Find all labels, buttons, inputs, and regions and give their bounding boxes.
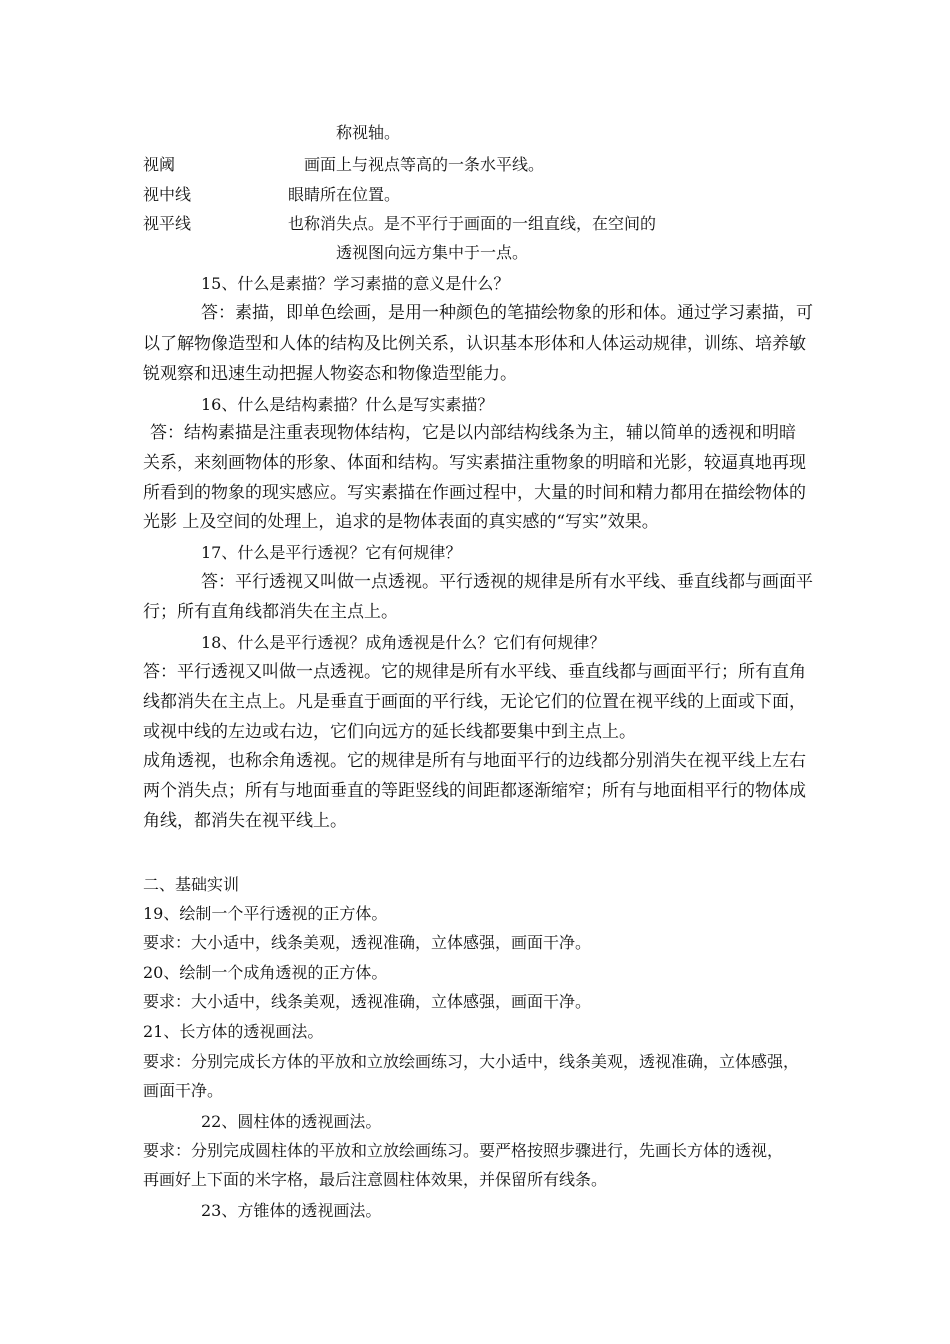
question-18: 18、什么是平行透视？成角透视是什么？它们有何规律？ xyxy=(201,633,606,652)
glossary-definition-3: 眼睛所在位置。 xyxy=(288,185,401,204)
task-21-requirement-line-1: 要求：分别完成长方体的平放和立放绘画练习，大小适中，线条美观，透视准确，立体感强， xyxy=(143,1052,800,1071)
task-23: 23、方锥体的透视画法。 xyxy=(201,1201,382,1220)
task-21-requirement-line-2: 画面干净。 xyxy=(143,1081,224,1100)
question-16: 16、什么是结构素描？什么是写实素描？ xyxy=(201,395,494,414)
question-15: 15、什么是素描？学习素描的意义是什么？ xyxy=(201,274,510,293)
glossary-definition-2: 画面上与视点等高的一条水平线。 xyxy=(304,155,545,174)
task-22: 22、圆柱体的透视画法。 xyxy=(201,1112,382,1131)
glossary-term-4: 视平线 xyxy=(143,214,192,233)
answer-18-line-1: 答：平行透视又叫做一点透视。它的规律是所有水平线、垂直线都与画面平行；所有直角 xyxy=(143,662,806,682)
task-22-requirement-line-1: 要求：分别完成圆柱体的平放和立放绘画练习。要严格按照步骤进行，先画长方体的透视， xyxy=(143,1141,784,1160)
glossary-term-3: 视中线 xyxy=(143,185,192,204)
task-20: 20、绘制一个成角透视的正方体。 xyxy=(143,963,388,982)
answer-16-line-2: 关系，来刻画物体的形象、体面和结构。写实素描注重物象的明暗和光影，较逼真地再现 xyxy=(143,453,806,473)
task-20-requirement: 要求：大小适中，线条美观，透视准确，立体感强，画面干净。 xyxy=(143,992,592,1011)
answer-18-line-5: 两个消失点；所有与地面垂直的等距竖线的间距都逐渐缩窄；所有与地面相平行的物体成 xyxy=(143,781,806,801)
answer-15-line-1: 答：素描，即单色绘画，是用一种颜色的笔描绘物象的形和体。通过学习素描，可 xyxy=(201,303,813,323)
task-22-requirement-line-2: 再画好上下面的米字格，最后注意圆柱体效果，并保留所有线条。 xyxy=(143,1170,608,1189)
answer-17-line-1: 答：平行透视又叫做一点透视。平行透视的规律是所有水平线、垂直线都与画面平 xyxy=(201,572,813,592)
answer-16-line-4: 光影 上及空间的处理上，追求的是物体表面的真实感的“写实”效果。 xyxy=(143,512,659,532)
answer-18-line-4: 成角透视，也称余角透视。它的规律是所有与地面平行的边线都分别消失在视平线上左右 xyxy=(143,751,806,771)
task-21: 21、长方体的透视画法。 xyxy=(143,1022,324,1041)
glossary-definition-4: 也称消失点。是不平行于画面的一组直线，在空间的 xyxy=(288,214,657,233)
glossary-definition-1: 称视轴。 xyxy=(336,123,401,142)
answer-18-line-2: 线都消失在主点上。凡是垂直于画面的平行线，无论它们的位置在视平线的上面或下面， xyxy=(143,692,806,712)
glossary-definition-5: 透视图向远方集中于一点。 xyxy=(336,243,529,262)
glossary-term-2: 视阈 xyxy=(143,155,176,174)
answer-16-line-1: 答：结构素描是注重表现物体结构，它是以内部结构线条为主，辅以简单的透视和明暗 xyxy=(150,423,796,443)
task-19-requirement: 要求：大小适中，线条美观，透视准确，立体感强，画面干净。 xyxy=(143,933,592,952)
answer-17-line-2: 行；所有直角线都消失在主点上。 xyxy=(143,602,398,622)
answer-15-line-2: 以了解物像造型和人体的结构及比例关系，认识基本形体和人体运动规律，训练、培养敏 xyxy=(143,334,806,354)
answer-16-line-3: 所看到的物象的现实感应。写实素描在作画过程中，大量的时间和精力都用在描绘物体的 xyxy=(143,483,806,503)
answer-18-line-6: 角线，都消失在视平线上。 xyxy=(143,811,347,831)
answer-18-line-3: 或视中线的左边或右边，它们向远方的延长线都要集中到主点上。 xyxy=(143,722,636,742)
answer-15-line-3: 锐观察和迅速生动把握人物姿态和物像造型能力。 xyxy=(143,364,517,384)
section-heading: 二、基础实训 xyxy=(143,875,240,894)
question-17: 17、什么是平行透视？它有何规律？ xyxy=(201,543,462,562)
task-19: 19、绘制一个平行透视的正方体。 xyxy=(143,904,388,923)
